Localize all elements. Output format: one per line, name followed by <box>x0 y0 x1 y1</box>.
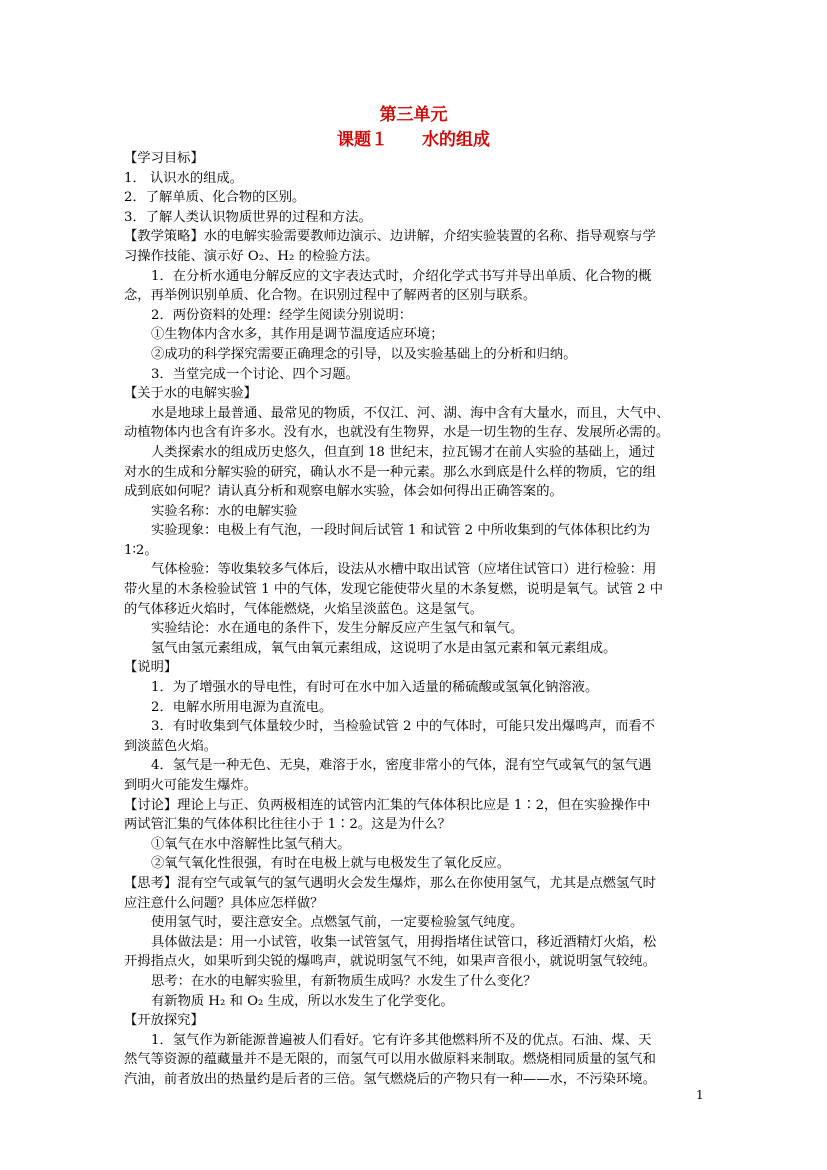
text-line: 【教学策略】水的电解实验需要教师边演示、边讲解，介绍实验装置的名称、指导观察与学 <box>124 229 656 245</box>
text-line: 1． 认识水的组成。 <box>124 170 244 186</box>
text-line: 汽油，前者放出的热量约是后者的三倍。氢气燃烧后的产物只有一种——水，不污染环境。 <box>124 1071 656 1087</box>
text-line: 实验名称：水的电解实验 <box>151 503 298 519</box>
text-line: 实验现象：电极上有气泡，一段时间后试管 1 和试管 2 中所收集到的气体体积比约为 <box>151 523 651 539</box>
text-line: 念，再举例识别单质、化合物。在识别过程中了解两者的区别与联系。 <box>124 288 537 304</box>
text-line: 动植物体内也含有许多水。没有水，也就没有生物界，水是一切生物的生存、发展所必需的。 <box>124 425 670 441</box>
text-line: 2．电解水所用电源为直流电。 <box>151 699 333 715</box>
unit-title: 第三单元 <box>379 105 448 125</box>
text-line: 到淡蓝色火焰。 <box>124 738 218 754</box>
text-line: 气体检验：等收集较多气体后，设法从水槽中取出试管（应堵住试管口）进行检验：用 <box>151 562 657 578</box>
text-line: 人类探索水的组成历史悠久，但直到 18 世纪末，拉瓦锡才在前人实验的基础上，通过 <box>151 444 656 460</box>
document-body <box>124 149 716 1090</box>
text-line: 的气体移近火焰时，气体能燃烧，火焰呈淡蓝色。这是氢气。 <box>124 601 484 617</box>
text-line: 【说明】 <box>124 660 178 676</box>
text-line: ②氧气氧化性很强，有时在电极上就与电极发生了氧化反应。 <box>151 856 511 872</box>
text-line: 1．为了增强水的导电性，有时可在水中加入适量的稀硫酸或氢氧化钠溶液。 <box>151 680 599 696</box>
text-line: 对水的生成和分解实验的研究，确认水不是一种元素。那么水到底是什么样的物质，它的组 <box>124 464 656 480</box>
text-line: 1．在分析水通电分解反应的文字表达式时，介绍化学式书写并导出单质、化合物的概 <box>151 268 652 284</box>
text-line: 到明火可能发生爆炸。 <box>124 778 257 793</box>
text-line: 习操作技能、演示好 O₂、H₂ 的检验方法。 <box>124 248 379 264</box>
text-line: 有新物质 H₂ 和 O₂ 生成，所以水发生了化学变化。 <box>151 993 454 1009</box>
text-line: 实验结论：水在通电的条件下，发生分解反应产生氢气和氧气。 <box>151 621 524 637</box>
text-line: 【思考】混有空气或氧气的氢气遇明火会发生爆炸，那么在你使用氢气，尤其是点燃氢气时 <box>124 875 656 891</box>
text-line: 思考：在水的电解实验里，有新物质生成吗？水发生了什么变化？ <box>151 973 537 989</box>
text-line: 1．氢气作为新能源普遍被人们看好。它有许多其他燃料所不及的优点。石油、煤、天 <box>151 1032 652 1048</box>
text-line: 带火星的木条检验试管 1 中的气体，发现它能使带火星的木条复燃，说明是氧气。试管 2 中 <box>124 582 664 598</box>
text-line: 开拇指点火，如果听到尖锐的爆鸣声，就说明氢气不纯，如果声音很小，就说明氢气较纯。 <box>124 954 656 970</box>
text-line: 然气等资源的蕴藏量并不是无限的，而氢气可以用水做原料来制取。燃烧相同质量的氢气和 <box>124 1052 656 1068</box>
text-line: 3．有时收集到气体量较少时，当检验试管 2 中的气体时，可能只发出爆鸣声，而看不 <box>151 719 656 735</box>
text-line: 具体做法是：用一小试管，收集一试管氢气，用拇指堵住试管口，移近酒精灯火焰，松 <box>151 934 657 950</box>
text-line: 使用氢气时，要注意安全。点燃氢气前，一定要检验氢气纯度。 <box>151 915 524 931</box>
page-number: 1 <box>696 1088 704 1102</box>
text-line: 【学习目标】 <box>124 151 204 166</box>
text-line: 【关于水的电解实验】 <box>124 386 257 402</box>
text-line: ②成功的科学探究需要正确理念的引导，以及实验基础上的分析和归纳。 <box>151 346 577 362</box>
text-line: 3．当堂完成一个讨论、四个习题。 <box>151 366 359 382</box>
lesson-title: 课题１ 水的组成 <box>337 130 490 150</box>
text-line: 4．氢气是一种无色、无臭，难溶于水，密度非常小的气体，混有空气或氧气的氢气遇 <box>151 758 652 774</box>
text-line: 3．了解人类认识物质世界的过程和方法。 <box>124 209 372 225</box>
text-line: 【讨论】理论上与正、负两极相连的试管内汇集的气体体积比应是 1∶2，但在实验操作中 <box>124 797 651 813</box>
text-line: 【开放探究】 <box>124 1013 204 1029</box>
text-line: 2．两份资料的处理：经学生阅读分别说明： <box>151 307 413 323</box>
text-line: 1∶2。 <box>124 542 158 558</box>
text-line: ①氧气在水中溶解性比氢气稍大。 <box>151 836 351 852</box>
text-line: 成到底如何呢？请认真分析和观察电解水实验，体会如何得出正确答案的。 <box>124 484 563 500</box>
text-line: 水是地球上最普通、最常见的物质，不仅江、河、湖、海中含有大量水，而且，大气中、 <box>151 405 670 421</box>
text-line: 氢气由氢元素组成，氧气由氧元素组成，这说明了水是由氢元素和氧元素组成。 <box>151 640 617 656</box>
text-line: 两试管汇集的气体体积比往往小于 1∶2。这是为什么？ <box>124 817 451 833</box>
text-line: 应注意什么问题？具体应怎样做？ <box>124 895 324 911</box>
text-line: 2．了解单质、化合物的区别。 <box>124 190 306 206</box>
text-line: ①生物体内含水多，其作用是调节温度适应环境； <box>151 327 444 343</box>
